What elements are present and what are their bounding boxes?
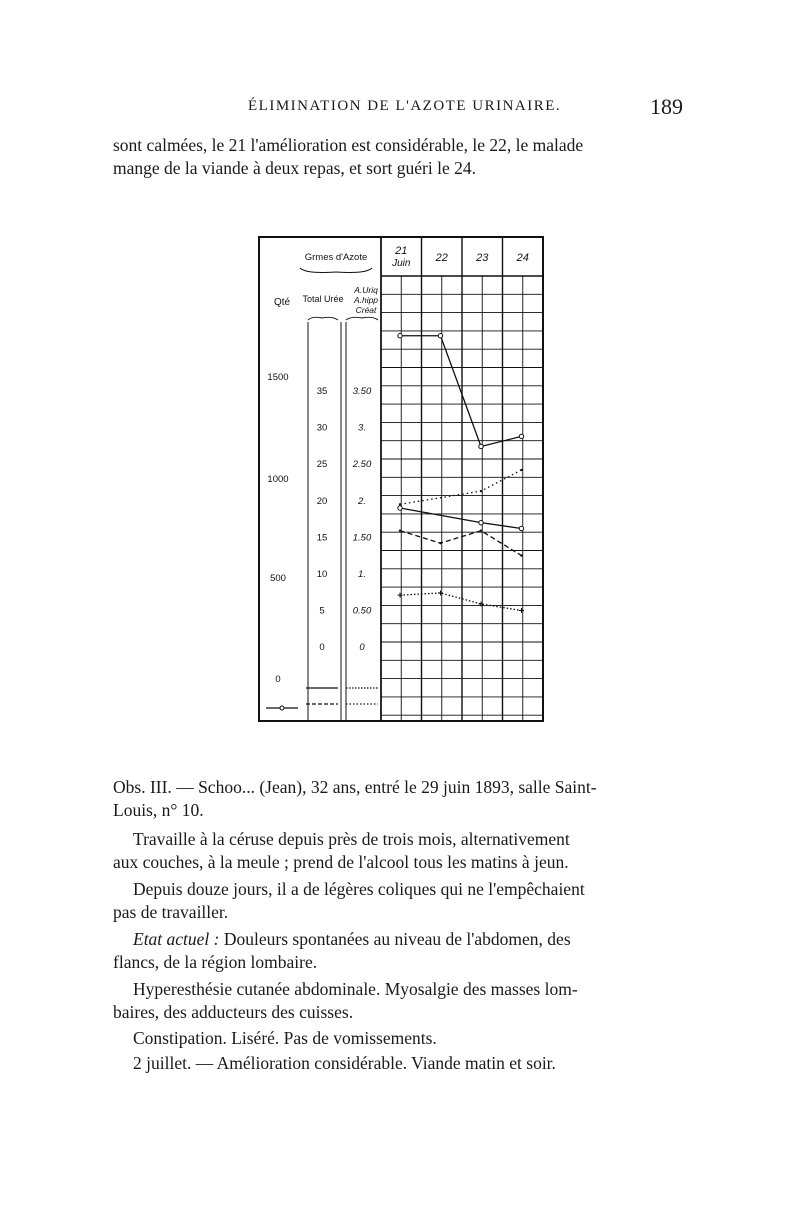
intro-line-1: sont calmées, le 21 l'amélioration est considérable, le 22, le malade (113, 135, 584, 155)
data-point (398, 334, 402, 338)
uree-tick-label: 10 (316, 569, 328, 580)
uree-tick-label: 20 (316, 495, 328, 507)
legend-qte-marker (280, 706, 284, 710)
chart-legend (266, 688, 378, 710)
ratio-tick-label: 1.50 (352, 532, 372, 544)
header-brace-uree (308, 317, 338, 320)
uree-tick-label: 30 (316, 422, 328, 434)
header-grammes-azote: Grmes d'Azote (304, 252, 368, 263)
ratio-tick-label: 2.50 (352, 459, 372, 471)
data-point (519, 608, 524, 613)
qte-tick-label: 0 (275, 674, 281, 685)
column-label: 24 (516, 252, 529, 264)
data-point (480, 529, 482, 531)
header-brace-ratio (346, 317, 378, 320)
data-point (479, 520, 483, 524)
uree-tick-label: 35 (316, 386, 328, 397)
page-header (0, 94, 800, 122)
uree-tick-label: 15 (316, 532, 328, 544)
column-label: 23 (476, 252, 489, 264)
chart-labels (267, 245, 528, 685)
series-line-3 (400, 470, 522, 504)
column-label: 22 (435, 252, 448, 264)
obs-label: Obs. III. (113, 777, 172, 797)
series-line-1 (400, 508, 522, 529)
p2-line-2: pas de travailler. (113, 902, 229, 922)
etat-line-2: flancs, de la région lombaire. (113, 952, 318, 972)
column-sublabel: Juin (392, 258, 411, 269)
series-line-2 (400, 531, 522, 556)
data-point (439, 542, 441, 544)
data-point (479, 444, 483, 448)
obs-text: — Schoo... (Jean), 32 ans, entré le 29 juin 1893, salle Saint- (171, 777, 597, 797)
data-point (399, 503, 401, 505)
p1-line-2: aux couches, à la meule ; prend de l'alcool tous les matins à jeun. (113, 852, 569, 872)
obs-line-1 (113, 776, 688, 799)
running-title: ÉLIMINATION DE L'AZOTE URINAIRE. (248, 98, 562, 114)
header-a-hipp: A.hipp (353, 295, 379, 305)
figure-chart (258, 236, 546, 727)
p6: 2 juillet. — Amélioration considérable. Viande matin et soir. (133, 1053, 556, 1073)
p4-line-2: baires, des adducteurs des cuisses. (113, 1002, 354, 1022)
column-label: 21 (395, 245, 408, 257)
chart-grid (259, 236, 543, 721)
data-point (520, 554, 522, 556)
data-point (480, 490, 482, 492)
series-line-0 (400, 336, 522, 447)
data-point (520, 469, 522, 471)
p4-line-1: Hyperesthésie cutanée abdominale. Myosalgie des masses lom- (133, 979, 578, 999)
data-point (399, 529, 401, 531)
page-number: 189 (650, 94, 683, 119)
ratio-tick-label: 2. (358, 495, 366, 507)
chart-svg (258, 236, 546, 722)
data-point (398, 506, 402, 510)
etat-label: Etat actuel : (133, 929, 220, 949)
header-total-label: Total Urée (302, 294, 344, 304)
ratio-tick-label: 0.50 (352, 605, 372, 617)
uree-tick-label: 25 (316, 459, 328, 471)
data-point (519, 526, 523, 530)
data-point (519, 434, 523, 438)
ratio-tick-label: 3. (358, 422, 366, 434)
etat-line-1 (113, 928, 688, 951)
header-creat: Créat (355, 305, 377, 315)
etat-text: Douleurs spontanées au niveau de l'abdomen, des (219, 929, 571, 949)
series-line-4 (400, 593, 522, 611)
data-point (398, 593, 403, 598)
intro-line-2: mange de la viande à deux repas, et sort guéri le 24. (113, 158, 476, 178)
data-point (438, 590, 443, 595)
header-a-uriq: A.Uriq (354, 285, 378, 295)
p5: Constipation. Liséré. Pas de vomissements. (133, 1028, 437, 1048)
data-point (438, 334, 442, 338)
chart-series (398, 334, 525, 614)
header-qte: Qté (273, 297, 291, 308)
p1-line-1: Travaille à la céruse depuis près de trois mois, alternativement (133, 829, 570, 849)
header-brace-azote (300, 268, 372, 273)
ratio-tick-label: 1. (358, 569, 366, 580)
p2-line-1: Depuis douze jours, il a de légères coliques qui ne l'empêchaient (133, 879, 585, 899)
qte-tick-label: 1000 (267, 474, 289, 485)
qte-tick-label: 1500 (267, 372, 289, 383)
uree-tick-label: 0 (319, 642, 325, 654)
qte-tick-label: 500 (270, 573, 286, 584)
obs-line-2: Louis, n° 10. (113, 800, 204, 820)
uree-tick-label: 5 (319, 605, 325, 617)
ratio-tick-label: 0 (359, 642, 365, 654)
ratio-tick-label: 3.50 (352, 386, 372, 397)
